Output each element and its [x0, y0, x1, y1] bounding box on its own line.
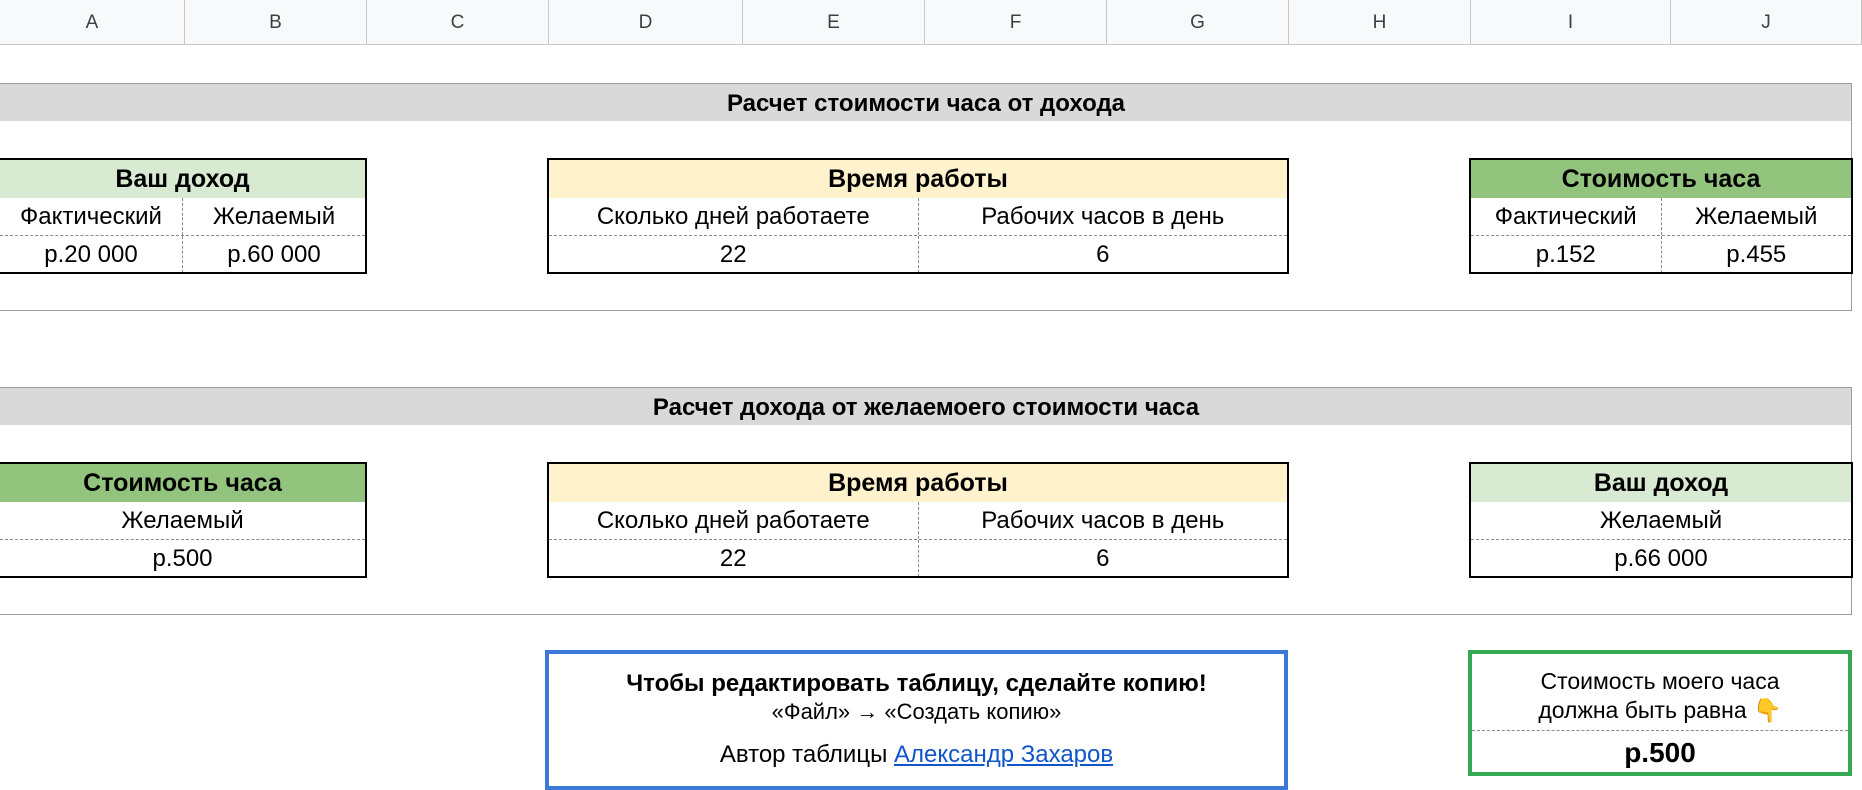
column-header-g[interactable]: G [1107, 0, 1289, 44]
desired-hour-cost-table [0, 462, 367, 578]
column-header-i[interactable]: I [1471, 0, 1671, 44]
income-table-title: Ваш доход [0, 160, 365, 198]
work-days-value[interactable]: 22 [719, 241, 747, 268]
desired-income-table [1469, 462, 1853, 578]
work-days-label[interactable]: Сколько дней работаете [596, 203, 870, 230]
column-header-row [0, 0, 1862, 45]
hour-cost-desired-label[interactable]: Желаемый [1661, 198, 1852, 235]
result-value[interactable]: р.500 [1624, 737, 1696, 768]
income-table [0, 158, 367, 274]
desired-income-label[interactable]: Желаемый [1599, 507, 1723, 534]
work-time-table [547, 158, 1289, 274]
section1-frame-bottom [0, 310, 1852, 311]
author-line [549, 740, 1284, 770]
section2-frame-bottom [0, 614, 1852, 615]
hour-cost-table-title: Стоимость часа [1471, 160, 1851, 198]
section2-title: Расчет дохода от желаемоего стоимости часа [0, 387, 1852, 425]
column-header-b[interactable]: B [185, 0, 367, 44]
column-header-f[interactable]: F [925, 0, 1107, 44]
hour-cost-table [1469, 158, 1853, 274]
result-caption[interactable] [1472, 654, 1848, 731]
copy-instructions-title: Чтобы редактировать таблицу, сделайте копию! [626, 670, 1207, 697]
work-days-label-2[interactable]: Сколько дней работаете [596, 507, 870, 534]
work-time-table-2 [547, 462, 1289, 578]
author-prefix: Автор таблицы [719, 741, 894, 768]
income-desired-value[interactable]: р.60 000 [182, 236, 365, 273]
work-hours-label[interactable]: Рабочих часов в день [918, 198, 1288, 235]
income-actual-label[interactable]: Фактический [20, 203, 162, 230]
desired-income-value[interactable]: р.66 000 [1614, 545, 1708, 572]
hour-cost-actual-label[interactable]: Фактический [1494, 203, 1637, 230]
work-time-table-title: Время работы [549, 160, 1287, 198]
result-caption-line1: Стоимость моего часа [1540, 668, 1780, 694]
column-header-e[interactable]: E [743, 0, 925, 44]
copy-instructions-box [545, 650, 1288, 790]
column-header-c[interactable]: C [367, 0, 549, 44]
section1-title: Расчет стоимости часа от дохода [0, 83, 1852, 121]
desired-income-title: Ваш доход [1471, 464, 1851, 502]
hour-cost-actual-value[interactable]: р.152 [1535, 241, 1596, 268]
work-hours-value-2[interactable]: 6 [918, 540, 1288, 577]
work-hours-label-2[interactable]: Рабочих часов в день [918, 502, 1288, 539]
work-days-value-2[interactable]: 22 [719, 545, 747, 572]
author-link[interactable]: Александр Захаров [894, 741, 1114, 768]
desired-hour-cost-label[interactable]: Желаемый [121, 507, 244, 534]
column-header-d[interactable]: D [549, 0, 743, 44]
desired-hour-cost-title: Стоимость часа [0, 464, 365, 502]
work-hours-value[interactable]: 6 [918, 236, 1288, 273]
desired-hour-cost-value[interactable]: р.500 [152, 545, 213, 572]
income-actual-value[interactable]: р.20 000 [44, 241, 138, 268]
work-time-table-2-title: Время работы [549, 464, 1287, 502]
column-header-j[interactable]: J [1671, 0, 1862, 44]
column-header-a[interactable]: A [0, 0, 185, 44]
column-header-h[interactable]: H [1289, 0, 1471, 44]
income-desired-label[interactable]: Желаемый [182, 198, 365, 235]
result-box [1468, 650, 1852, 776]
hour-cost-desired-value[interactable]: р.455 [1661, 236, 1852, 273]
copy-instructions-steps: «Файл» → «Создать копию» [771, 699, 1062, 724]
result-caption-line2: должна быть равна 👇 [1538, 697, 1782, 723]
